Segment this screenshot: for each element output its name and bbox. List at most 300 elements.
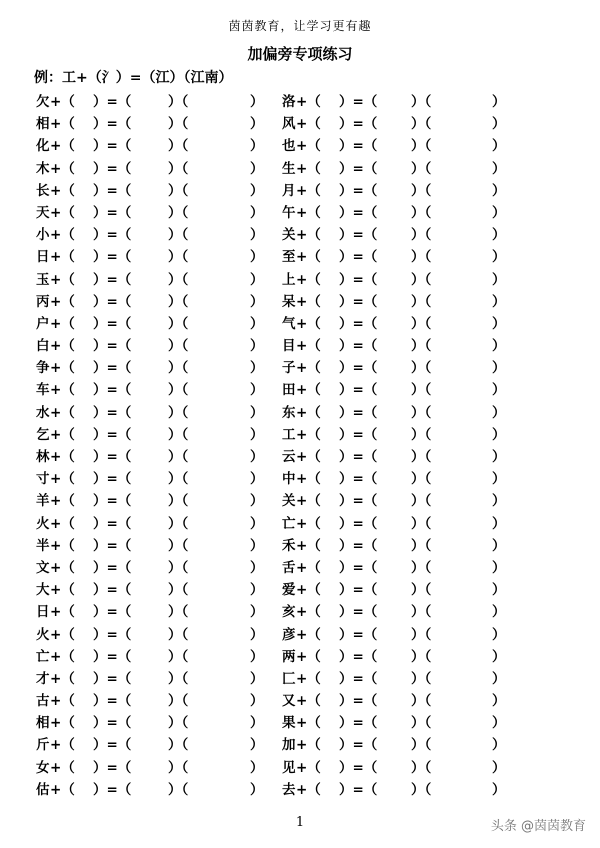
right-mid-paren: ）（ bbox=[411, 471, 432, 488]
right-close-paren: ） bbox=[492, 116, 506, 133]
right-mid-paren: ）（ bbox=[411, 449, 432, 465]
left-eq-paren: ）=（ bbox=[93, 559, 132, 576]
right-base-char: 又 bbox=[282, 693, 296, 710]
left-close-paren: ） bbox=[250, 537, 264, 554]
exercise-row bbox=[0, 376, 600, 398]
left-plus-paren: +（ bbox=[50, 116, 75, 133]
right-mid-paren: ）（ bbox=[411, 670, 432, 687]
right-base-char: 云 bbox=[282, 449, 296, 465]
right-plus-paren: +（ bbox=[296, 449, 321, 465]
left-mid-paren: ）（ bbox=[168, 160, 189, 177]
left-eq-paren: ）=（ bbox=[93, 693, 132, 710]
right-base-char: 午 bbox=[282, 204, 296, 221]
left-eq-paren: ）=（ bbox=[93, 670, 132, 687]
left-plus-paren: +（ bbox=[50, 582, 75, 599]
left-mid-paren: ）（ bbox=[168, 382, 189, 399]
left-base-char: 乞 bbox=[36, 426, 50, 443]
right-close-paren: ） bbox=[492, 404, 506, 421]
left-eq-paren: ）=（ bbox=[93, 715, 132, 732]
left-mid-paren: ）（ bbox=[168, 360, 189, 377]
right-base-char: 生 bbox=[282, 160, 296, 177]
right-eq-paren: ）=（ bbox=[339, 360, 378, 377]
left-mid-paren: ）（ bbox=[168, 404, 189, 421]
exercise-row bbox=[0, 288, 600, 310]
right-mid-paren: ）（ bbox=[411, 138, 432, 155]
right-close-paren: ） bbox=[492, 426, 506, 443]
right-plus-paren: +（ bbox=[296, 204, 321, 221]
left-base-char: 白 bbox=[36, 338, 50, 355]
left-base-char: 寸 bbox=[36, 471, 50, 488]
right-plus-paren: +（ bbox=[296, 338, 321, 355]
right-eq-paren: ）=（ bbox=[339, 182, 378, 199]
right-eq-paren: ）=（ bbox=[339, 249, 378, 266]
right-close-paren: ） bbox=[492, 315, 506, 332]
right-eq-paren: ）=（ bbox=[339, 648, 378, 665]
left-mid-paren: ）（ bbox=[168, 537, 189, 554]
left-eq-paren: ）=（ bbox=[93, 426, 132, 443]
right-eq-paren: ）=（ bbox=[339, 693, 378, 710]
exercise-row bbox=[0, 754, 600, 776]
right-mid-paren: ）（ bbox=[411, 715, 432, 732]
exercise-row bbox=[0, 643, 600, 665]
left-close-paren: ） bbox=[250, 493, 264, 510]
right-mid-paren: ）（ bbox=[411, 249, 432, 266]
exercise-row bbox=[0, 354, 600, 376]
right-close-paren: ） bbox=[492, 338, 506, 355]
left-eq-paren: ）=（ bbox=[93, 249, 132, 266]
right-plus-paren: +（ bbox=[296, 582, 321, 599]
right-mid-paren: ）（ bbox=[411, 626, 432, 643]
left-plus-paren: +（ bbox=[50, 515, 75, 532]
left-mid-paren: ）（ bbox=[168, 737, 189, 754]
right-base-char: 洛 bbox=[282, 94, 296, 110]
left-close-paren: ） bbox=[250, 315, 264, 332]
right-mid-paren: ）（ bbox=[411, 116, 432, 133]
exercise-row bbox=[0, 709, 600, 731]
left-base-char: 斤 bbox=[36, 737, 50, 754]
right-eq-paren: ）=（ bbox=[339, 94, 378, 110]
left-base-char: 户 bbox=[36, 315, 50, 332]
left-plus-paren: +（ bbox=[50, 759, 75, 776]
right-eq-paren: ）=（ bbox=[339, 449, 378, 465]
left-plus-paren: +（ bbox=[50, 271, 75, 288]
left-close-paren: ） bbox=[250, 449, 264, 465]
right-eq-paren: ）=（ bbox=[339, 426, 378, 443]
left-close-paren: ） bbox=[250, 182, 264, 199]
right-close-paren: ） bbox=[492, 160, 506, 177]
left-base-char: 女 bbox=[36, 759, 50, 776]
right-base-char: 至 bbox=[282, 249, 296, 266]
right-base-char: 中 bbox=[282, 471, 296, 488]
exercise-row bbox=[0, 110, 600, 132]
right-plus-paren: +（ bbox=[296, 515, 321, 532]
right-mid-paren: ）（ bbox=[411, 94, 432, 110]
right-close-paren: ） bbox=[492, 759, 506, 776]
right-mid-paren: ）（ bbox=[411, 781, 432, 798]
left-base-char: 羊 bbox=[36, 493, 50, 510]
left-close-paren: ） bbox=[250, 116, 264, 133]
left-close-paren: ） bbox=[250, 249, 264, 266]
page-header: 茵茵教育，让学习更有趣 bbox=[228, 19, 372, 33]
right-plus-paren: +（ bbox=[296, 138, 321, 155]
left-base-char: 火 bbox=[36, 515, 50, 532]
left-close-paren: ） bbox=[250, 604, 264, 621]
left-plus-paren: +（ bbox=[50, 249, 75, 266]
left-mid-paren: ）（ bbox=[168, 582, 189, 599]
right-close-paren: ） bbox=[492, 693, 506, 710]
left-close-paren: ） bbox=[250, 404, 264, 421]
left-eq-paren: ）=（ bbox=[93, 648, 132, 665]
left-plus-paren: +（ bbox=[50, 382, 75, 399]
right-close-paren: ） bbox=[492, 138, 506, 155]
left-base-char: 日 bbox=[36, 604, 50, 621]
right-eq-paren: ）=（ bbox=[339, 293, 378, 310]
right-close-paren: ） bbox=[492, 471, 506, 488]
left-eq-paren: ）=（ bbox=[93, 360, 132, 377]
right-eq-paren: ）=（ bbox=[339, 315, 378, 332]
left-plus-paren: +（ bbox=[50, 293, 75, 310]
right-plus-paren: +（ bbox=[296, 382, 321, 399]
right-eq-paren: ）=（ bbox=[339, 537, 378, 554]
right-close-paren: ） bbox=[492, 382, 506, 399]
right-base-char: 工 bbox=[282, 426, 296, 443]
left-plus-paren: +（ bbox=[50, 182, 75, 199]
left-mid-paren: ）（ bbox=[168, 182, 189, 199]
left-eq-paren: ）=（ bbox=[93, 515, 132, 532]
left-close-paren: ） bbox=[250, 426, 264, 443]
left-plus-paren: +（ bbox=[50, 449, 75, 465]
left-base-char: 大 bbox=[36, 582, 50, 599]
left-plus-paren: +（ bbox=[50, 204, 75, 221]
right-plus-paren: +（ bbox=[296, 626, 321, 643]
right-mid-paren: ）（ bbox=[411, 182, 432, 199]
right-base-char: 亥 bbox=[282, 604, 296, 621]
left-base-char: 估 bbox=[36, 781, 50, 798]
watermark: 头条 @茵茵教育 bbox=[490, 819, 586, 834]
right-eq-paren: ）=（ bbox=[339, 515, 378, 532]
exercise-row bbox=[0, 621, 600, 643]
right-mid-paren: ）（ bbox=[411, 737, 432, 754]
left-eq-paren: ）=（ bbox=[93, 604, 132, 621]
left-eq-paren: ）=（ bbox=[93, 182, 132, 199]
left-eq-paren: ）=（ bbox=[93, 116, 132, 133]
left-eq-paren: ）=（ bbox=[93, 737, 132, 754]
left-base-char: 水 bbox=[36, 404, 50, 421]
left-close-paren: ） bbox=[250, 715, 264, 732]
left-eq-paren: ）=（ bbox=[93, 537, 132, 554]
left-mid-paren: ）（ bbox=[168, 670, 189, 687]
right-close-paren: ） bbox=[492, 715, 506, 732]
right-plus-paren: +（ bbox=[296, 94, 321, 110]
right-mid-paren: ）（ bbox=[411, 759, 432, 776]
left-base-char: 争 bbox=[36, 360, 50, 377]
left-plus-paren: +（ bbox=[50, 404, 75, 421]
left-eq-paren: ）=（ bbox=[93, 138, 132, 155]
left-mid-paren: ）（ bbox=[168, 559, 189, 576]
right-eq-paren: ）=（ bbox=[339, 493, 378, 510]
right-eq-paren: ）=（ bbox=[339, 160, 378, 177]
left-close-paren: ） bbox=[250, 160, 264, 177]
right-base-char: 爱 bbox=[282, 582, 296, 599]
right-mid-paren: ）（ bbox=[411, 360, 432, 377]
left-base-char: 小 bbox=[36, 227, 50, 244]
left-mid-paren: ）（ bbox=[168, 781, 189, 798]
right-close-paren: ） bbox=[492, 227, 506, 244]
right-mid-paren: ）（ bbox=[411, 271, 432, 288]
left-mid-paren: ）（ bbox=[168, 293, 189, 310]
left-eq-paren: ）=（ bbox=[93, 293, 132, 310]
left-eq-paren: ）=（ bbox=[93, 160, 132, 177]
right-close-paren: ） bbox=[492, 559, 506, 576]
left-eq-paren: ）=（ bbox=[93, 338, 132, 355]
exercise-row bbox=[0, 132, 600, 154]
exercise-row bbox=[0, 221, 600, 243]
left-base-char: 才 bbox=[36, 670, 50, 687]
right-base-char: 呆 bbox=[282, 293, 296, 310]
exercise-row bbox=[0, 554, 600, 576]
left-base-char: 日 bbox=[36, 249, 50, 266]
right-base-char: 加 bbox=[282, 737, 296, 754]
left-mid-paren: ）（ bbox=[168, 315, 189, 332]
right-close-paren: ） bbox=[492, 648, 506, 665]
left-mid-paren: ）（ bbox=[168, 604, 189, 621]
left-plus-paren: +（ bbox=[50, 338, 75, 355]
right-plus-paren: +（ bbox=[296, 426, 321, 443]
right-plus-paren: +（ bbox=[296, 693, 321, 710]
left-mid-paren: ）（ bbox=[168, 493, 189, 510]
left-base-char: 火 bbox=[36, 626, 50, 643]
left-mid-paren: ）（ bbox=[168, 648, 189, 665]
right-close-paren: ） bbox=[492, 537, 506, 554]
right-plus-paren: +（ bbox=[296, 182, 321, 199]
left-plus-paren: +（ bbox=[50, 559, 75, 576]
right-mid-paren: ）（ bbox=[411, 559, 432, 576]
left-base-char: 车 bbox=[36, 382, 50, 399]
left-base-char: 亡 bbox=[36, 648, 50, 665]
exercise-row bbox=[0, 687, 600, 709]
right-eq-paren: ）=（ bbox=[339, 604, 378, 621]
right-plus-paren: +（ bbox=[296, 160, 321, 177]
left-plus-paren: +（ bbox=[50, 360, 75, 377]
left-plus-paren: +（ bbox=[50, 160, 75, 177]
example-line: 例：工+（氵）=（江）（江南） bbox=[34, 70, 233, 86]
right-close-paren: ） bbox=[492, 204, 506, 221]
left-close-paren: ） bbox=[250, 559, 264, 576]
exercise-row bbox=[0, 155, 600, 177]
right-eq-paren: ）=（ bbox=[339, 227, 378, 244]
left-base-char: 丙 bbox=[36, 293, 50, 310]
left-close-paren: ） bbox=[250, 293, 264, 310]
left-close-paren: ） bbox=[250, 626, 264, 643]
left-plus-paren: +（ bbox=[50, 227, 75, 244]
left-eq-paren: ）=（ bbox=[93, 404, 132, 421]
left-plus-paren: +（ bbox=[50, 426, 75, 443]
right-base-char: 风 bbox=[282, 116, 296, 133]
right-eq-paren: ）=（ bbox=[339, 138, 378, 155]
right-base-char: 两 bbox=[282, 648, 296, 665]
right-base-char: 匚 bbox=[282, 670, 296, 687]
left-close-paren: ） bbox=[250, 271, 264, 288]
left-plus-paren: +（ bbox=[50, 537, 75, 554]
left-plus-paren: +（ bbox=[50, 493, 75, 510]
exercise-row bbox=[0, 421, 600, 443]
left-base-char: 林 bbox=[36, 449, 50, 465]
left-close-paren: ） bbox=[250, 670, 264, 687]
right-plus-paren: +（ bbox=[296, 559, 321, 576]
right-plus-paren: +（ bbox=[296, 249, 321, 266]
right-base-char: 田 bbox=[282, 382, 296, 399]
right-base-char: 子 bbox=[282, 360, 296, 377]
right-mid-paren: ）（ bbox=[411, 227, 432, 244]
exercise-row bbox=[0, 266, 600, 288]
right-plus-paren: +（ bbox=[296, 715, 321, 732]
left-close-paren: ） bbox=[250, 471, 264, 488]
right-close-paren: ） bbox=[492, 670, 506, 687]
right-base-char: 目 bbox=[282, 338, 296, 355]
right-base-char: 果 bbox=[282, 715, 296, 732]
right-mid-paren: ）（ bbox=[411, 338, 432, 355]
left-mid-paren: ）（ bbox=[168, 759, 189, 776]
exercise-row bbox=[0, 199, 600, 221]
exercise-row bbox=[0, 399, 600, 421]
left-close-paren: ） bbox=[250, 759, 264, 776]
right-plus-paren: +（ bbox=[296, 759, 321, 776]
left-base-char: 玉 bbox=[36, 271, 50, 288]
right-close-paren: ） bbox=[492, 271, 506, 288]
right-plus-paren: +（ bbox=[296, 471, 321, 488]
right-eq-paren: ）=（ bbox=[339, 626, 378, 643]
left-close-paren: ） bbox=[250, 693, 264, 710]
left-eq-paren: ）=（ bbox=[93, 204, 132, 221]
right-eq-paren: ）=（ bbox=[339, 204, 378, 221]
right-close-paren: ） bbox=[492, 94, 506, 110]
left-close-paren: ） bbox=[250, 360, 264, 377]
right-plus-paren: +（ bbox=[296, 116, 321, 133]
right-close-paren: ） bbox=[492, 626, 506, 643]
right-close-paren: ） bbox=[492, 515, 506, 532]
left-eq-paren: ）=（ bbox=[93, 382, 132, 399]
left-plus-paren: +（ bbox=[50, 737, 75, 754]
left-close-paren: ） bbox=[250, 737, 264, 754]
left-mid-paren: ）（ bbox=[168, 426, 189, 443]
left-mid-paren: ）（ bbox=[168, 626, 189, 643]
right-close-paren: ） bbox=[492, 293, 506, 310]
exercise-row bbox=[0, 243, 600, 265]
right-base-char: 上 bbox=[282, 271, 296, 288]
left-eq-paren: ）=（ bbox=[93, 94, 132, 110]
right-mid-paren: ）（ bbox=[411, 648, 432, 665]
left-base-char: 化 bbox=[36, 138, 50, 155]
left-mid-paren: ）（ bbox=[168, 449, 189, 465]
left-plus-paren: +（ bbox=[50, 138, 75, 155]
left-eq-paren: ）=（ bbox=[93, 271, 132, 288]
right-mid-paren: ）（ bbox=[411, 604, 432, 621]
left-eq-paren: ）=（ bbox=[93, 315, 132, 332]
exercise-row bbox=[0, 532, 600, 554]
right-plus-paren: +（ bbox=[296, 271, 321, 288]
left-base-char: 古 bbox=[36, 693, 50, 710]
right-eq-paren: ）=（ bbox=[339, 737, 378, 754]
exercise-row bbox=[0, 776, 600, 798]
exercise-row bbox=[0, 443, 600, 465]
right-mid-paren: ）（ bbox=[411, 204, 432, 221]
left-mid-paren: ）（ bbox=[168, 116, 189, 133]
right-plus-paren: +（ bbox=[296, 493, 321, 510]
right-mid-paren: ）（ bbox=[411, 315, 432, 332]
right-eq-paren: ）=（ bbox=[339, 559, 378, 576]
right-base-char: 月 bbox=[282, 182, 296, 199]
right-plus-paren: +（ bbox=[296, 227, 321, 244]
right-close-paren: ） bbox=[492, 449, 506, 465]
left-eq-paren: ）=（ bbox=[93, 471, 132, 488]
right-base-char: 舌 bbox=[282, 559, 296, 576]
left-mid-paren: ）（ bbox=[168, 715, 189, 732]
right-eq-paren: ）=（ bbox=[339, 382, 378, 399]
exercise-row bbox=[0, 510, 600, 532]
left-close-paren: ） bbox=[250, 204, 264, 221]
left-plus-paren: +（ bbox=[50, 471, 75, 488]
right-plus-paren: +（ bbox=[296, 315, 321, 332]
right-close-paren: ） bbox=[492, 781, 506, 798]
right-eq-paren: ）=（ bbox=[339, 404, 378, 421]
exercise-row bbox=[0, 576, 600, 598]
left-eq-paren: ）=（ bbox=[93, 582, 132, 599]
right-eq-paren: ）=（ bbox=[339, 271, 378, 288]
right-plus-paren: +（ bbox=[296, 360, 321, 377]
right-mid-paren: ）（ bbox=[411, 404, 432, 421]
left-mid-paren: ）（ bbox=[168, 94, 189, 110]
exercise-row bbox=[0, 731, 600, 753]
left-eq-paren: ）=（ bbox=[93, 781, 132, 798]
right-eq-paren: ）=（ bbox=[339, 670, 378, 687]
left-eq-paren: ）=（ bbox=[93, 449, 132, 465]
left-eq-paren: ）=（ bbox=[93, 759, 132, 776]
left-close-paren: ） bbox=[250, 382, 264, 399]
left-mid-paren: ）（ bbox=[168, 249, 189, 266]
right-base-char: 禾 bbox=[282, 537, 296, 554]
right-base-char: 也 bbox=[282, 138, 296, 155]
left-plus-paren: +（ bbox=[50, 94, 75, 110]
right-eq-paren: ）=（ bbox=[339, 781, 378, 798]
right-plus-paren: +（ bbox=[296, 781, 321, 798]
right-close-paren: ） bbox=[492, 182, 506, 199]
right-mid-paren: ）（ bbox=[411, 515, 432, 532]
left-mid-paren: ）（ bbox=[168, 693, 189, 710]
right-base-char: 去 bbox=[282, 781, 296, 798]
left-close-paren: ） bbox=[250, 338, 264, 355]
left-mid-paren: ）（ bbox=[168, 227, 189, 244]
left-close-paren: ） bbox=[250, 781, 264, 798]
right-mid-paren: ）（ bbox=[411, 537, 432, 554]
left-mid-paren: ）（ bbox=[168, 338, 189, 355]
left-plus-paren: +（ bbox=[50, 715, 75, 732]
exercise-row bbox=[0, 487, 600, 509]
left-close-paren: ） bbox=[250, 138, 264, 155]
right-eq-paren: ）=（ bbox=[339, 116, 378, 133]
left-plus-paren: +（ bbox=[50, 648, 75, 665]
left-mid-paren: ）（ bbox=[168, 271, 189, 288]
right-base-char: 关 bbox=[282, 227, 296, 244]
right-mid-paren: ）（ bbox=[411, 293, 432, 310]
right-plus-paren: +（ bbox=[296, 648, 321, 665]
page-number: 1 bbox=[295, 815, 305, 830]
left-plus-paren: +（ bbox=[50, 670, 75, 687]
right-base-char: 见 bbox=[282, 759, 296, 776]
left-base-char: 天 bbox=[36, 204, 50, 221]
right-close-paren: ） bbox=[492, 582, 506, 599]
left-eq-paren: ）=（ bbox=[93, 493, 132, 510]
left-close-paren: ） bbox=[250, 515, 264, 532]
